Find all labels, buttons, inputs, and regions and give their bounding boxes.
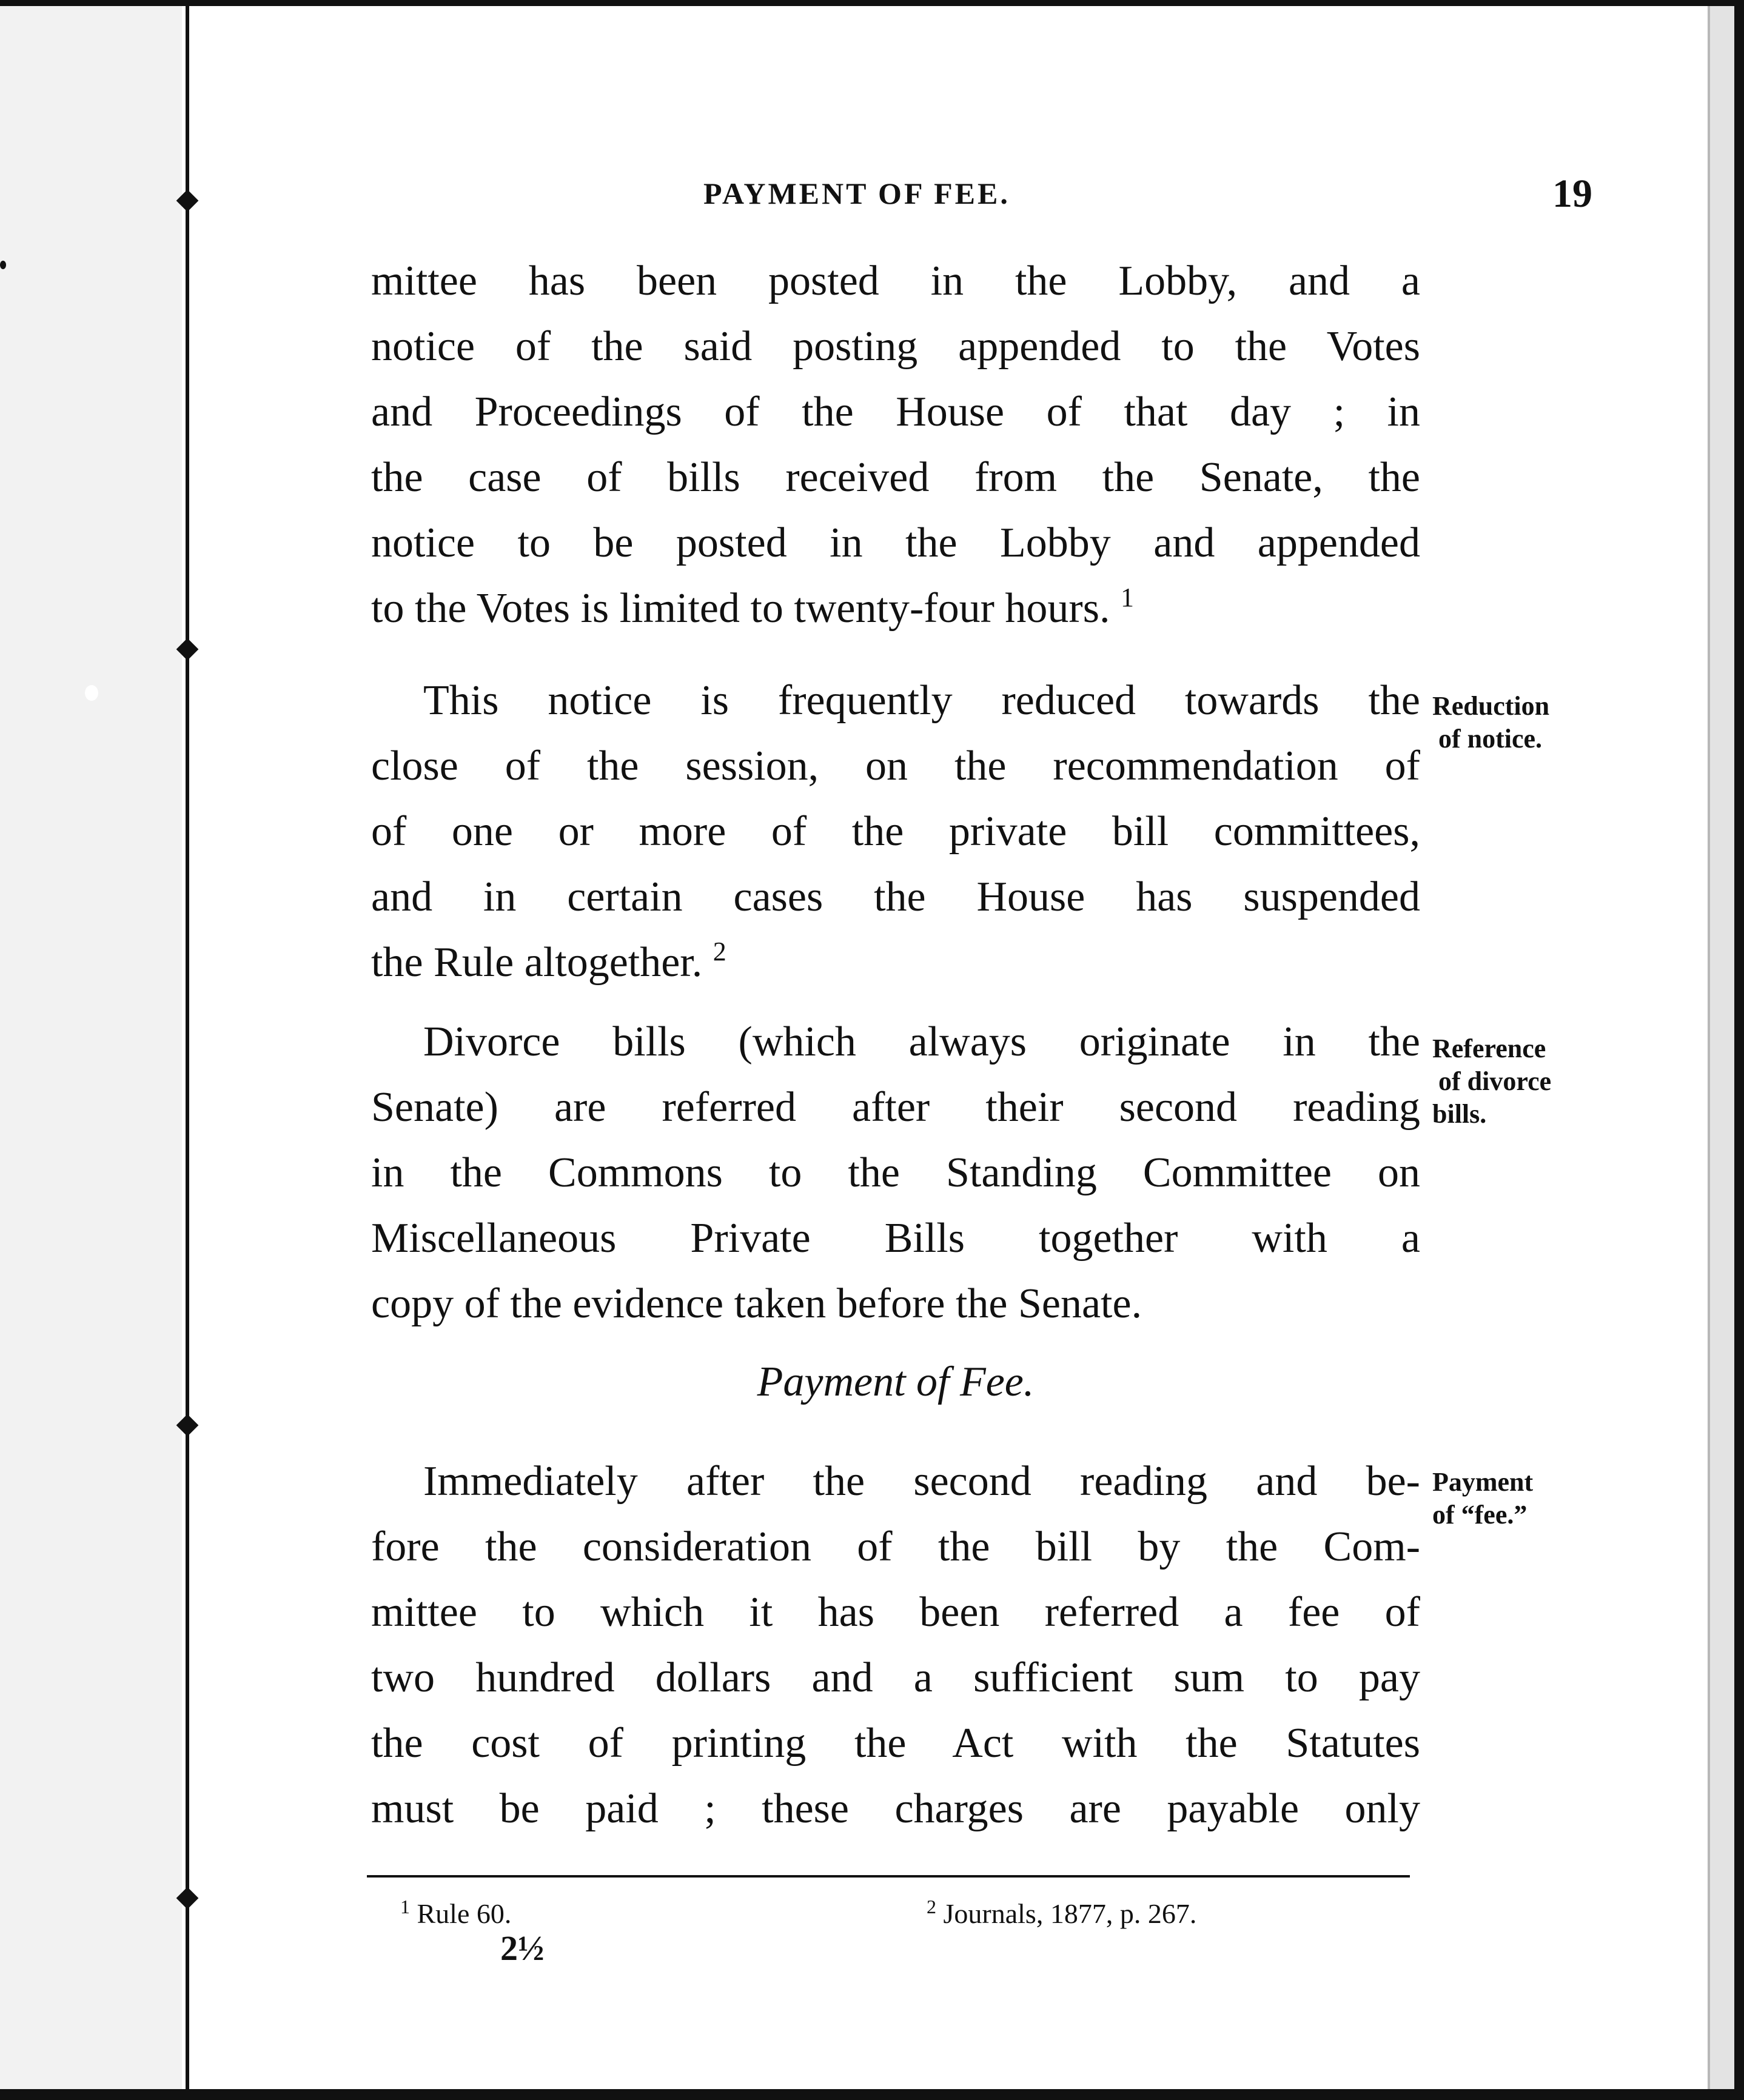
margin-note-line: of “fee.” [1432, 1500, 1528, 1530]
text-line: Immediately after the second reading and be- [423, 1458, 1420, 1505]
margin-note-reduction-of-notice [1432, 690, 1614, 755]
text-line: and Proceedings of the House of that day ; in [371, 389, 1420, 435]
text-line: of one or more of the private bill committees, [371, 808, 1420, 855]
margin-note-line: bills. [1432, 1099, 1487, 1129]
text-line: notice of the said posting appended to the Votes [371, 323, 1420, 370]
paragraph-divorce-bills [371, 1009, 1420, 1337]
text-line: must be paid ; these charges are payable only [371, 1785, 1420, 1832]
signature-mark: 2½ [500, 1928, 545, 1968]
paragraph-reduction-of-notice [371, 668, 1420, 995]
scan-border-right [1734, 0, 1744, 2100]
page-edge-right [1708, 0, 1734, 2100]
text-line: the cost of printing the Act with the Statutes [371, 1720, 1420, 1767]
text-line-content: the Rule altogether. [371, 939, 703, 986]
margin-note-line: Payment [1432, 1467, 1534, 1497]
text-line: Miscellaneous Private Bills together with a [371, 1215, 1420, 1262]
text-line-content: to the Votes is limited to twenty-four hours. [371, 585, 1110, 632]
margin-note-line: Reduction [1432, 691, 1550, 721]
text-line [371, 930, 1420, 995]
footnote-marker: 1 [400, 1896, 410, 1918]
footnote-reference: 2 [713, 937, 726, 966]
text-line: This notice is frequently reduced towards the [423, 677, 1420, 724]
scan-border-bottom [0, 2089, 1744, 2100]
text-line: Senate) are referred after their second reading [371, 1084, 1420, 1131]
footnote-2 [927, 1898, 1196, 1930]
margin-note-payment-of-fee [1432, 1466, 1614, 1531]
margin-note-line: of notice. [1438, 724, 1543, 754]
text-line: and in certain cases the House has suspended [371, 874, 1420, 920]
paragraph-continuation [371, 249, 1420, 641]
text-line: the case of bills received from the Senate, the [371, 454, 1420, 501]
binding-line [186, 0, 189, 2100]
scan-speck [85, 685, 98, 701]
running-title: PAYMENT OF FEE. [703, 176, 1010, 210]
footnote-text: Journals, 1877, p. 267. [943, 1898, 1197, 1929]
text-line: copy of the evidence taken before the Senate. [371, 1280, 1142, 1327]
margin-note-reference-of-divorce-bills [1432, 1032, 1614, 1131]
footnote-marker: 2 [927, 1896, 936, 1918]
footnote-1 [400, 1898, 511, 1930]
footnote-text: Rule 60. [417, 1898, 512, 1929]
text-line: Divorce bills (which always originate in the [423, 1018, 1420, 1065]
page-number: 19 [1552, 172, 1592, 216]
section-heading: Payment of Fee. [757, 1359, 1035, 1405]
text-line: two hundred dollars and a sufficient sum to pay [371, 1654, 1420, 1701]
footnote-rule [367, 1875, 1410, 1878]
margin-note-line: of divorce [1438, 1066, 1552, 1096]
text-line: notice to be posted in the Lobby and appended [371, 520, 1420, 566]
text-line [371, 576, 1420, 641]
text-line: close of the session, on the recommendation of [371, 743, 1420, 789]
text-line: mittee to which it has been referred a fee of [371, 1589, 1420, 1636]
text-line: mittee has been posted in the Lobby, and a [371, 258, 1420, 304]
text-line: in the Commons to the Standing Committee on [371, 1149, 1420, 1196]
facing-page-edge [0, 0, 182, 2100]
scan-border-top [0, 0, 1744, 6]
margin-note-line: Reference [1432, 1034, 1546, 1063]
footnote-reference: 1 [1120, 583, 1134, 612]
scan-speck [0, 261, 6, 269]
paragraph-payment-of-fee [371, 1449, 1420, 1842]
text-line: fore the consideration of the bill by the Com- [371, 1523, 1420, 1570]
